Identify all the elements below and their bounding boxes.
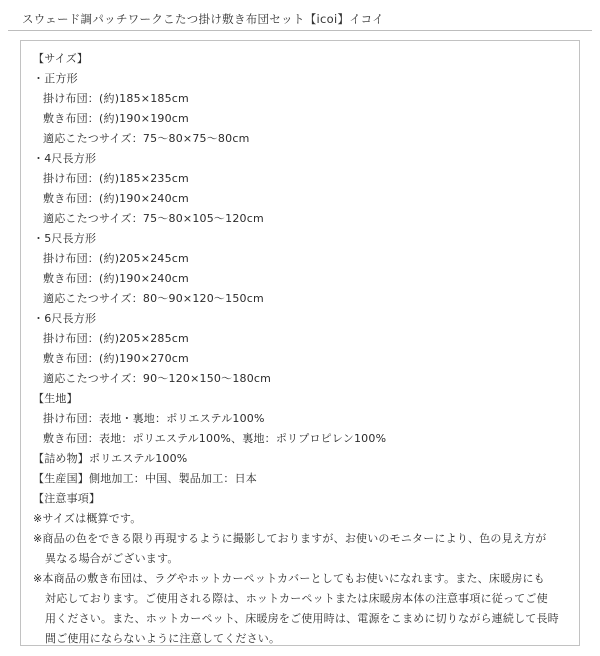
spec-line: ・5尺長方形 bbox=[33, 232, 97, 245]
spec-line: ・6尺長方形 bbox=[33, 312, 97, 325]
spec-line: 適応こたつサイズ：80～90×120～150cm bbox=[43, 292, 264, 305]
spec-line: 敷き布団：表地：ポリエステル100%、裏地：ポリプロピレン100% bbox=[43, 432, 387, 445]
spec-line: 敷き布団：(約)190×240cm bbox=[43, 272, 189, 285]
spec-line: 【注意事項】 bbox=[33, 492, 101, 505]
spec-line: 間ご使用にならないように注意してください。 bbox=[45, 632, 281, 645]
spec-line: 【詰め物】ポリエステル100% bbox=[33, 452, 188, 465]
spec-line: 異なる場合がございます。 bbox=[45, 552, 179, 565]
spec-line: 適応こたつサイズ：90～120×150～180cm bbox=[43, 372, 272, 385]
spec-line: ※サイズは概算です。 bbox=[33, 512, 142, 525]
spec-content bbox=[33, 49, 571, 649]
spec-line: 用ください。また、ホットカーペット、床暖房をご使用時は、電源をこまめに切りながら連続して長時 bbox=[45, 612, 559, 625]
spec-line: ※商品の色をできる限り再現するように撮影しておりますが、お使いのモニターにより、色の見え方が bbox=[33, 532, 547, 545]
page-title: スウェード調パッチワークこたつ掛け敷き布団セット【icoi】イコイ bbox=[22, 12, 384, 26]
spec-line: 掛け布団：表地・裏地：ポリエステル100% bbox=[43, 412, 265, 425]
spec-line: 【生地】 bbox=[33, 392, 78, 405]
spec-line: ・4尺長方形 bbox=[33, 152, 97, 165]
header-bar bbox=[8, 0, 592, 31]
spec-line: 適応こたつサイズ：75～80×105～120cm bbox=[43, 212, 264, 225]
spec-line: 【生産国】側地加工：中国、製品加工：日本 bbox=[33, 472, 257, 485]
spec-line: 掛け布団：(約)185×235cm bbox=[43, 172, 189, 185]
spec-line: 適応こたつサイズ：75～80×75～80cm bbox=[43, 132, 250, 145]
spec-line: 対応しております。ご使用される際は、ホットカーペットまたは床暖房本体の注意事項に従ってご使 bbox=[45, 592, 548, 605]
spec-line: ※本商品の敷き布団は、ラグやホットカーペットカバーとしてもお使いになれます。また、床暖房にも bbox=[33, 572, 545, 585]
spec-line: 掛け布団：(約)185×185cm bbox=[43, 92, 189, 105]
spec-line: 掛け布団：(約)205×245cm bbox=[43, 252, 189, 265]
spec-line: 掛け布団：(約)205×285cm bbox=[43, 332, 189, 345]
spec-line: ・正方形 bbox=[33, 72, 78, 85]
spec-line: 敷き布団：(約)190×240cm bbox=[43, 192, 189, 205]
spec-line: 敷き布団：(約)190×190cm bbox=[43, 112, 189, 125]
spec-line: 敷き布団：(約)190×270cm bbox=[43, 352, 189, 365]
spec-box bbox=[20, 40, 580, 646]
spec-line: 【サイズ】 bbox=[33, 52, 89, 65]
